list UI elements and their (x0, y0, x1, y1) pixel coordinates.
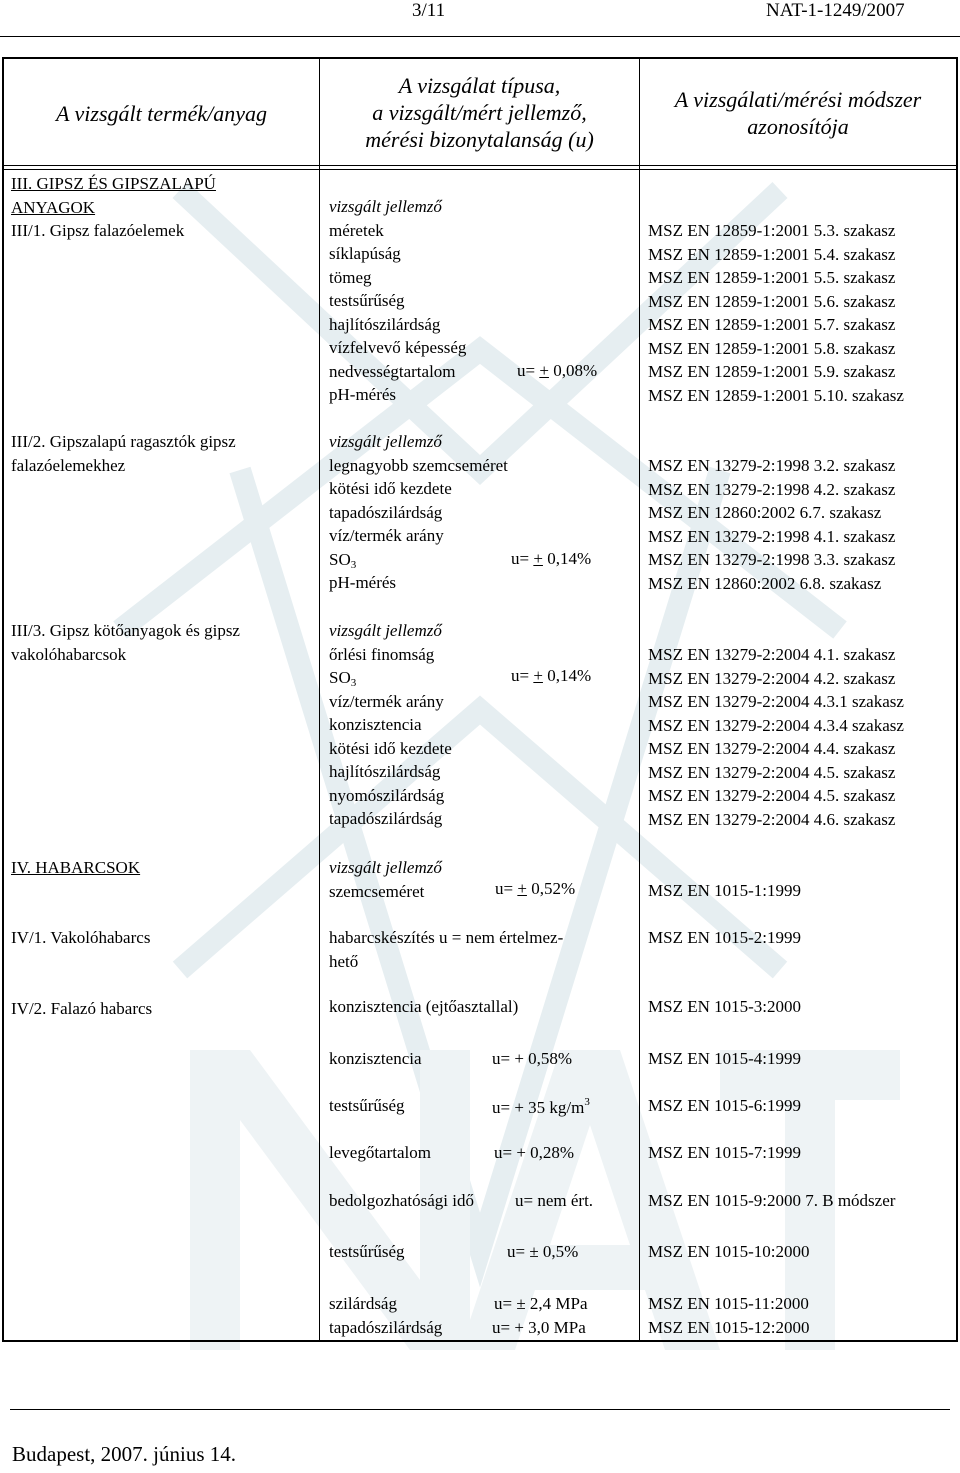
method-row-8: MSZ EN 1015-12:2000 (648, 1318, 810, 1337)
properties-gypsum-blocks: vizsgált jellemző méretek síklapúság tömeg testsűrűség hajlítószilárdság vízfelvevő képesség nedvességtartalom pH-mérés (329, 197, 467, 404)
product-gypsum-adhesives: III/2. Gipszalapú ragasztók gipsz falazóelemekhez (11, 432, 236, 475)
property-row-4: levegőtartalom (329, 1143, 431, 1162)
uncertainty-row-8: u= + 3,0 MPa (492, 1318, 586, 1337)
property-row-3: testsűrűség (329, 1096, 405, 1115)
method-row-1: MSZ EN 1015-3:2000 (648, 997, 801, 1016)
table-border-bottom (2, 1340, 958, 1342)
uncertainty-row-6: u= ± 0,5% (507, 1242, 579, 1261)
header-rule (0, 36, 960, 37)
table-border-right (956, 57, 958, 1342)
column-header-product: A vizsgált termék/anyag (56, 101, 267, 126)
product-plaster-mortar: IV/1. Vakolóhabarcs (11, 928, 151, 947)
uncertainty-row-5: u= nem ért. (515, 1191, 594, 1210)
property-row-5: bedolgozhatósági idő (329, 1191, 474, 1210)
column-divider-2 (639, 57, 640, 1342)
product-mortars: IV. HABARCSOK (11, 858, 141, 877)
methods-gypsum-blocks: MSZ EN 12859-1:2001 5.3. szakasz MSZ EN 12859-1:2001 5.4. szakasz MSZ EN 12859-1:2001 5.5. szakasz MSZ EN 12859-1:2001 5.6. szakasz MSZ EN 12859-1:2001 5.7. szakasz MSZ EN 12859-1:2001 5.8. szakasz MSZ EN 12859-1:2001 5.9. szakasz MSZ EN 12859-1:2001 5.10. szakasz (648, 221, 904, 405)
properties-gypsum-adhesives: vizsgált jellemző legnagyobb szemcseméret kötési idő kezdete tapadószilárdság víz/termék arány $SO_3$ pH-mérés (329, 432, 508, 592)
uncertainty-so3-adhesives: u= + 0,14% (511, 549, 592, 568)
methods-gypsum-binders: MSZ EN 13279-2:2004 4.1. szakasz MSZ EN 13279-2:2004 4.2. szakasz MSZ EN 13279-2:2004 4.3.1 szakasz MSZ EN 13279-2:2004 4.3.4 szakasz MSZ EN 13279-2:2004 4.4. szakasz MSZ EN 13279-2:2004 4.5. szakasz MSZ EN 13279-2:2004 4.5. szakasz MSZ EN 13279-2:2004 4.6. szakasz (648, 645, 904, 829)
product-gypsum-blocks: III. GIPSZ ÉS GIPSZALAPÚ ANYAGOK III/1. Gipsz falazóelemek (11, 174, 216, 240)
properties-mortars: vizsgált jellemző szemcseméret (329, 858, 442, 901)
footer-place-date: Budapest, 2007. június 14. (12, 1442, 236, 1466)
page-number: 3/11 (412, 0, 446, 21)
header-divider-a (2, 165, 958, 166)
method-row-6: MSZ EN 1015-10:2000 (648, 1242, 810, 1261)
property-row-7: szilárdság (329, 1294, 397, 1313)
method-row-5: MSZ EN 1015-9:2000 7. B módszer (648, 1191, 896, 1210)
method-plaster-mortar: MSZ EN 1015-2:1999 (648, 928, 801, 947)
table-border-top (2, 57, 958, 59)
property-row-1: konzisztencia (ejtőasztallal) (329, 997, 519, 1016)
uncertainty-row-7: u= ± 2,4 MPa (494, 1294, 588, 1313)
product-gypsum-binders: III/3. Gipsz kötőanyagok és gipsz vakolóhabarcsok (11, 621, 240, 664)
method-row-4: MSZ EN 1015-7:1999 (648, 1143, 801, 1162)
header-divider-b (2, 169, 958, 170)
column-divider-1 (319, 57, 320, 1342)
property-row-2: konzisztencia (329, 1049, 422, 1068)
methods-gypsum-adhesives: MSZ EN 13279-2:1998 3.2. szakasz MSZ EN 13279-2:1998 4.2. szakasz MSZ EN 12860:2002 6.7. szakasz MSZ EN 13279-2:1998 4.1. szakasz MSZ EN 13279-2:1998 3.3. szakasz MSZ EN 12860:2002 6.8. szakasz (648, 456, 896, 593)
uncertainty-so3-binders: u= + 0,14% (511, 666, 592, 685)
uncertainty-row-2: u= + 0,58% (492, 1049, 573, 1068)
property-row-8: tapadószilárdság (329, 1318, 443, 1337)
column-header-test-type: A vizsgálat típusa, a vizsgált/mért jellemző, mérési bizonytalanság (u) (365, 73, 594, 152)
table-border-left (2, 57, 4, 1342)
footer-rule (10, 1409, 950, 1410)
product-masonry-mortar: IV/2. Falazó habarcs (11, 999, 153, 1018)
uncertainty-row-4: u= + 0,28% (494, 1143, 575, 1162)
uncertainty-row-3: u= + 35 $kg/m^3$ (492, 1096, 590, 1117)
method-row-3: MSZ EN 1015-6:1999 (648, 1096, 801, 1115)
uncertainty-moisture: u= + 0,08% (517, 361, 598, 380)
properties-plaster-mortar: habarcskészítés u = nem értelmez- hető (329, 928, 564, 971)
document-id: NAT-1-1249/2007 (766, 0, 905, 21)
column-header-method: A vizsgálati/mérési módszer azonosítója (674, 87, 922, 139)
method-row-7: MSZ EN 1015-11:2000 (648, 1294, 809, 1313)
method-grain-size: MSZ EN 1015-1:1999 (648, 881, 801, 900)
uncertainty-grain-size: u= + 0,52% (495, 879, 576, 898)
properties-gypsum-binders: vizsgált jellemző őrlési finomság $SO_3$ víz/termék arány konzisztencia kötési idő kezdete hajlítószilárdság nyomószilárdság tapadószilárdság (329, 621, 452, 828)
property-row-6: testsűrűség (329, 1242, 405, 1261)
method-row-2: MSZ EN 1015-4:1999 (648, 1049, 801, 1068)
